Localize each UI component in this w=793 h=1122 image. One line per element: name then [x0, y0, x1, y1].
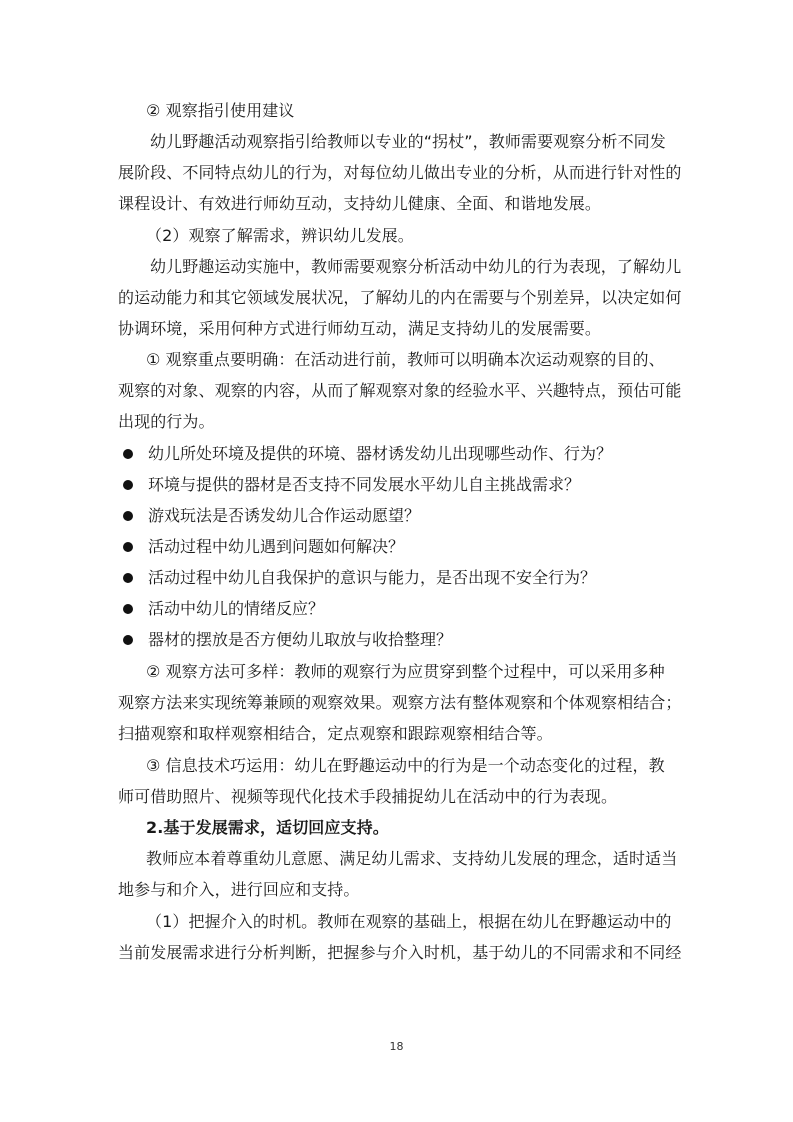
section-heading: 2.基于发展需求，适切回应支持。 [146, 818, 389, 837]
paragraph-line: 观察的对象、观察的内容，从而了解观察对象的经验水平、兴趣特点，预估可能 [118, 381, 682, 400]
paragraph-line: ② 观察方法可多样：教师的观察行为应贯穿到整个过程中，可以采用多种 [146, 662, 665, 681]
list-item [118, 537, 678, 557]
paragraph-line: 展阶段、不同特点幼儿的行为，对每位幼儿做出专业的分析，从而进行针对性的 [118, 163, 682, 182]
list-item-text: 游戏玩法是否诱发幼儿合作运动愿望？ [148, 506, 421, 525]
paragraph-line: 师可借助照片、视频等现代化技术手段捕捉幼儿在活动中的行为表现。 [118, 787, 618, 806]
paragraph-line: （1）把握介入的时机。教师在观察的基础上，根据在幼儿在野趣运动中的 [146, 912, 672, 931]
list-item [118, 599, 678, 619]
bullet-icon [123, 480, 133, 490]
list-item [118, 506, 678, 526]
paragraph-line: 出现的行为。 [118, 412, 215, 431]
subheading-guide-suggestions: ② 观察指引使用建议 [146, 101, 295, 120]
paragraph-line: 协调环境，采用何种方式进行师幼互动，满足支持幼儿的发展需要。 [118, 319, 602, 338]
list-item [118, 444, 678, 464]
paragraph-line: 课程设计、有效进行师幼互动，支持幼儿健康、全面、和谐地发展。 [118, 194, 602, 213]
list-item-text: 活动过程中幼儿遇到问题如何解决？ [148, 537, 405, 556]
list-item-text: 幼儿所处环境及提供的环境、器材诱发幼儿出现哪些动作、行为？ [148, 444, 613, 463]
list-item [118, 630, 678, 650]
paragraph-line: 的运动能力和其它领域发展状况，了解幼儿的内在需要与个别差异，以决定如何 [118, 288, 682, 307]
list-item-text: 活动中幼儿的情绪反应？ [148, 599, 325, 618]
paragraph-line: 幼儿野趣运动实施中，教师需要观察分析活动中幼儿的行为表现，了解幼儿 [150, 257, 682, 276]
bullet-icon [123, 542, 133, 552]
paragraph-line: 教师应本着尊重幼儿意愿、满足幼儿需求、支持幼儿发展的理念，适时适当 [146, 849, 678, 868]
page-number: 18 [389, 1040, 404, 1053]
paragraph-line: ① 观察重点要明确：在活动进行前，教师可以明确本次运动观察的目的、 [146, 350, 665, 369]
paragraph-line: 地参与和介入，进行回应和支持。 [118, 880, 360, 899]
list-item [118, 475, 678, 495]
paragraph-line: 观察方法来实现统筹兼顾的观察效果。观察方法有整体观察和个体观察相结合； [118, 693, 682, 712]
subheading-observe-needs: （2）观察了解需求，辨识幼儿发展。 [146, 226, 414, 245]
list-item-text: 活动过程中幼儿自我保护的意识与能力，是否出现不安全行为？ [148, 568, 597, 587]
bullet-icon [123, 511, 133, 521]
bullet-icon [123, 449, 133, 459]
list-item-text: 环境与提供的器材是否支持不同发展水平幼儿自主挑战需求？ [148, 475, 581, 494]
bullet-icon [123, 635, 133, 645]
list-item-text: 器材的摆放是否方便幼儿取放与收拾整理？ [148, 630, 453, 649]
paragraph-line: 当前发展需求进行分析判断，把握参与介入时机，基于幼儿的不同需求和不同经 [118, 943, 682, 962]
paragraph-line: 幼儿野趣活动观察指引给教师以专业的“拐杖”，教师需要观察分析不同发 [150, 132, 666, 151]
paragraph-line: 扫描观察和取样观察相结合，定点观察和跟踪观察相结合等。 [118, 724, 553, 743]
list-item [118, 568, 678, 588]
bullet-icon [123, 573, 133, 583]
paragraph-line: ③ 信息技术巧运用：幼儿在野趣运动中的行为是一个动态变化的过程，教 [146, 756, 665, 775]
bullet-icon [123, 604, 133, 614]
